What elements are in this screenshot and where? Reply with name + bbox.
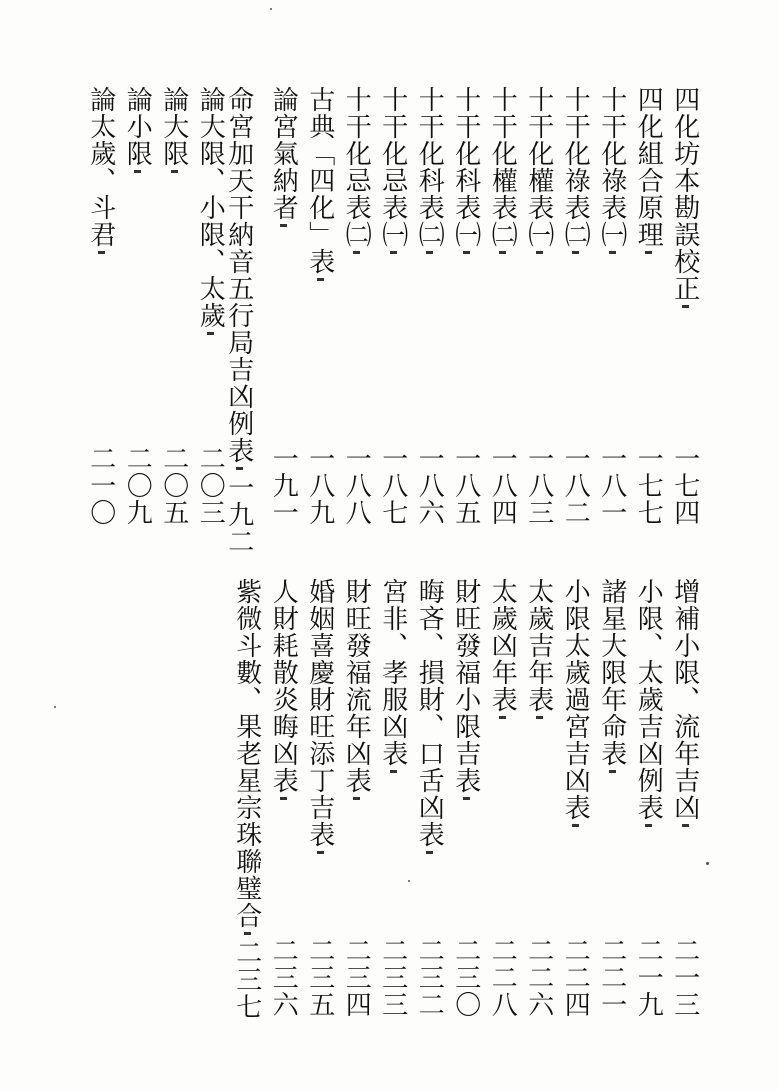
entry-title: 小限、太歲吉凶例表: [633, 578, 664, 821]
entry-page-number: 一八一: [596, 445, 627, 526]
toc-entry: [557, 86, 594, 526]
entry-page-number: 二三六: [268, 937, 299, 1018]
entry-page-number: 一九一: [268, 445, 299, 526]
entry-title: 十干化權表㈠: [523, 86, 554, 248]
dot-leader: [390, 770, 396, 933]
entry-page-number: 一八六: [414, 445, 445, 526]
toc-upper-block: [83, 86, 704, 555]
entry-title: 四化坊本勘誤校正: [669, 86, 700, 302]
entry-page-number: 一八四: [487, 445, 518, 526]
entry-page-number: 二三二: [414, 937, 445, 1018]
entry-page-number: 一八八: [341, 445, 372, 526]
entry-title: 婚姻喜慶財旺添丁吉表: [304, 578, 335, 848]
toc-entry: [521, 86, 558, 526]
toc-entry: [557, 578, 594, 1018]
entry-title: 論宮氣納者: [268, 86, 299, 221]
entry-page-number: 一八五: [450, 445, 481, 526]
dot-leader: [645, 251, 651, 441]
toc-entry: [448, 578, 485, 1018]
dot-leader: [463, 797, 469, 933]
dot-leader: [353, 797, 359, 933]
entry-page-number: 一八三: [523, 445, 554, 526]
entry-title: 晦吝、損財、口舌凶表: [414, 578, 445, 848]
entry-page-number: 二〇九: [122, 445, 153, 526]
toc-lower-block: [229, 578, 704, 1018]
dot-leader: [499, 251, 505, 441]
entry-page-number: 二二八: [487, 937, 518, 1018]
entry-title: 財旺發福小限吉表: [450, 578, 481, 794]
entry-page-number: 二〇五: [158, 445, 189, 526]
dot-leader: [207, 332, 213, 441]
entry-title: 宮非、孝服凶表: [377, 578, 408, 767]
dot-leader: [609, 770, 615, 933]
entry-title: 太歲凶年表: [487, 578, 518, 713]
toc-entry: [338, 578, 375, 1018]
toc-entry: [302, 86, 339, 526]
entry-page-number: 一八七: [377, 445, 408, 526]
dot-leader: [134, 170, 140, 441]
entry-title: 諸星大限年命表: [596, 578, 627, 767]
entry-page-number: 二三七: [231, 939, 262, 1020]
toc-entry: [375, 86, 412, 526]
entry-title: 命宮加天干納音五行局吉凶例表: [223, 86, 254, 464]
entry-title: 小限太歲過宮吉凶表: [560, 578, 591, 821]
entry-page-number: 二三〇: [450, 937, 481, 1018]
toc-entry: [119, 86, 156, 526]
dot-leader: [536, 716, 542, 933]
scan-speck: [270, 8, 272, 10]
dot-leader: [171, 170, 177, 441]
toc-entry: [265, 86, 302, 526]
toc-entry: [411, 86, 448, 526]
entry-title: 論太歲、斗君: [85, 86, 116, 248]
entry-title: 十干化科表㈠: [450, 86, 481, 248]
dot-leader: [317, 278, 323, 441]
dot-leader: [280, 224, 286, 441]
scan-speck: [706, 862, 709, 865]
toc-entry: [265, 578, 302, 1018]
dot-leader: [609, 251, 615, 441]
entry-title: 十干化忌表㈡: [341, 86, 372, 248]
dot-leader: [645, 824, 651, 933]
dot-leader: [463, 251, 469, 441]
entry-title: 十干化忌表㈠: [377, 86, 408, 248]
scan-speck: [408, 880, 410, 882]
toc-entry: [630, 86, 667, 526]
toc-entry: [594, 86, 631, 526]
dot-leader: [244, 932, 250, 935]
entry-page-number: 二二六: [523, 937, 554, 1018]
dot-leader: [426, 251, 432, 441]
entry-page-number: 一七四: [669, 445, 700, 526]
dot-leader: [390, 251, 396, 441]
dot-leader: [682, 305, 688, 441]
toc-entry: [83, 86, 120, 526]
entry-title: 太歲吉年表: [523, 578, 554, 713]
entry-page-number: 二二四: [560, 937, 591, 1018]
entry-page-number: 一九二: [223, 474, 254, 555]
toc-entry: [223, 86, 266, 555]
toc-entry: [667, 86, 704, 526]
toc-entry: [302, 578, 339, 1018]
dot-leader: [499, 716, 505, 933]
entry-page-number: 一八九: [304, 445, 335, 526]
toc-entry: [667, 578, 704, 1018]
dot-leader: [682, 824, 688, 933]
dot-leader: [280, 797, 286, 933]
entry-page-number: 二二一: [596, 937, 627, 1018]
entry-page-number: 一八二: [560, 445, 591, 526]
entry-title: 十干化科表㈡: [414, 86, 445, 248]
dot-leader: [572, 824, 578, 933]
entry-title: 人財耗散炎晦凶表: [268, 578, 299, 794]
entry-title: 紫微斗數、果老星宗珠聯璧合: [231, 578, 262, 929]
toc-entry: [411, 578, 448, 1018]
entry-title: 財旺發福流年凶表: [341, 578, 372, 794]
entry-page-number: 二一〇: [85, 445, 116, 526]
entry-title: 論小限: [122, 86, 153, 167]
toc-entry: [630, 578, 667, 1018]
entry-page-number: 二三四: [341, 937, 372, 1018]
entry-page-number: 一七七: [633, 445, 664, 526]
entry-title: 古典「四化」表: [304, 86, 335, 275]
toc-entry: [484, 86, 521, 526]
entry-title: 四化組合原理: [633, 86, 664, 248]
entry-title: 增補小限、流年吉凶: [669, 578, 700, 821]
dot-leader: [317, 851, 323, 933]
dot-leader: [236, 467, 242, 470]
entry-title: 十干化祿表㈡: [560, 86, 591, 248]
entry-title: 論大限、小限、太歲: [195, 86, 226, 329]
entry-page-number: 二一九: [633, 937, 664, 1018]
toc-entry: [448, 86, 485, 526]
entry-title: 十干化祿表㈠: [596, 86, 627, 248]
entry-page-number: 二三三: [377, 937, 408, 1018]
toc-entry: [484, 578, 521, 1018]
toc-entry: [375, 578, 412, 1018]
entry-title: 論大限: [158, 86, 189, 167]
scan-speck: [54, 706, 56, 708]
dot-leader: [572, 251, 578, 441]
dot-leader: [353, 251, 359, 441]
dot-leader: [426, 851, 432, 933]
dot-leader: [536, 251, 542, 441]
toc-entry: [594, 578, 631, 1018]
dot-leader: [98, 251, 104, 441]
toc-entry: [156, 86, 193, 526]
toc-entry: [229, 578, 266, 1018]
entry-page-number: 二三五: [304, 937, 335, 1018]
toc-entry: [521, 578, 558, 1018]
entry-title: 十干化權表㈡: [487, 86, 518, 248]
entry-page-number: 二〇三: [195, 445, 226, 526]
toc-entry: [338, 86, 375, 526]
entry-page-number: 二一三: [669, 937, 700, 1018]
